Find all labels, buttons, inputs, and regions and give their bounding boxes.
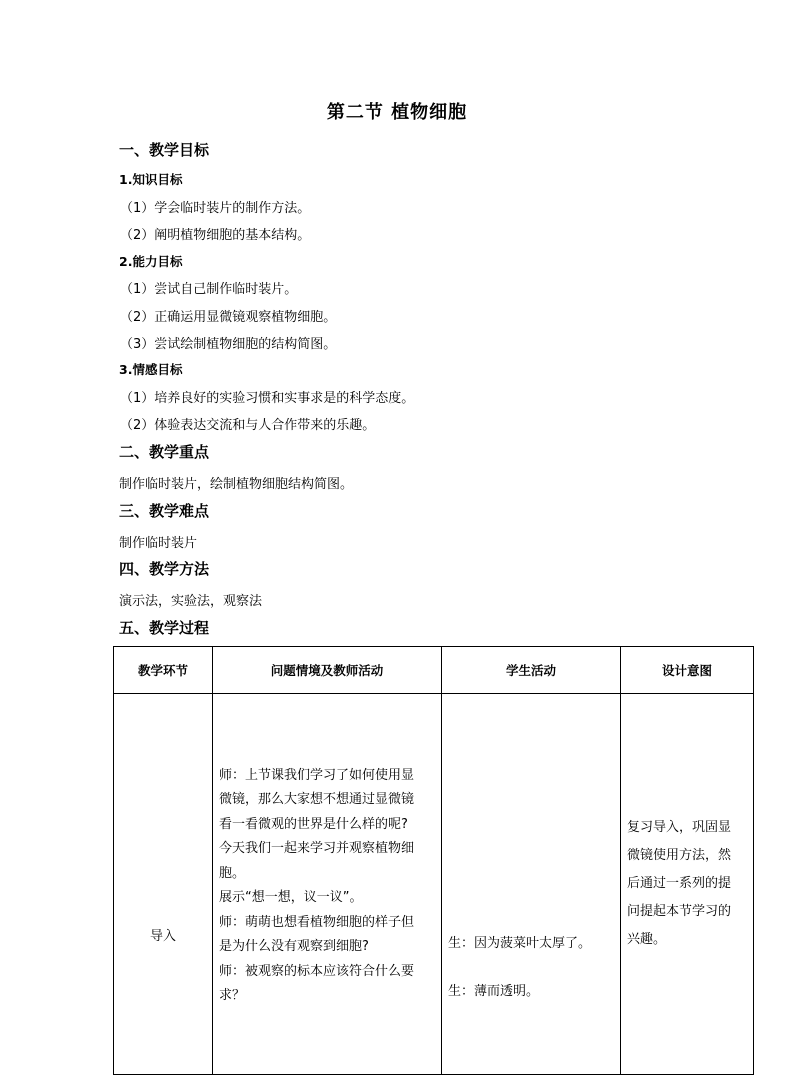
section-heading-key-points: 二、教学重点 bbox=[119, 443, 210, 461]
methods-text: 演示法，实验法，观察法 bbox=[119, 594, 263, 609]
section-heading-difficulties: 三、教学难点 bbox=[119, 502, 210, 520]
objective-item: （3）尝试绘制植物细胞的结构简图。 bbox=[120, 337, 337, 352]
teacher-line: 今天我们一起来学习并观察植物细 bbox=[219, 841, 415, 856]
subheading-knowledge: 1.知识目标 bbox=[119, 172, 183, 187]
intent-line: 复习导入，巩固显 bbox=[627, 820, 732, 835]
teacher-line: 师：被观察的标本应该符合什么要 bbox=[219, 963, 415, 979]
teaching-process-table bbox=[113, 646, 754, 1075]
objective-item: （2）正确运用显微镜观察植物细胞。 bbox=[120, 310, 337, 325]
subheading-ability: 2.能力目标 bbox=[119, 254, 183, 269]
teacher-line: 师：萌萌也想看植物细胞的样子但 bbox=[219, 914, 415, 930]
teacher-line: 求？ bbox=[219, 988, 246, 1003]
header-student-activity: 学生活动 bbox=[442, 647, 621, 694]
objective-item: （2）阐明植物细胞的基本结构。 bbox=[120, 228, 311, 243]
header-design-intent: 设计意图 bbox=[621, 647, 754, 694]
header-teacher-activity: 问题情境及教师活动 bbox=[213, 647, 442, 694]
page-title: 第二节 植物细胞 bbox=[326, 102, 468, 123]
subheading-emotion: 3.情感目标 bbox=[119, 362, 183, 377]
objective-item: （1）培养良好的实验习惯和实事求是的科学态度。 bbox=[120, 391, 415, 406]
objective-item: （2）体验表达交流和与人合作带来的乐趣。 bbox=[120, 418, 376, 433]
cell-design-intent bbox=[621, 694, 754, 1075]
section-heading-objectives: 一、教学目标 bbox=[119, 141, 210, 159]
objective-item: （1）尝试自己制作临时装片。 bbox=[120, 282, 298, 297]
intent-line: 问提起本节学习的 bbox=[627, 904, 732, 919]
teacher-line: 师：上节课我们学习了如何使用显 bbox=[219, 767, 415, 783]
cell-stage: 导入 bbox=[114, 694, 213, 1075]
difficulties-text: 制作临时装片 bbox=[119, 536, 198, 551]
table-header-row bbox=[114, 647, 754, 694]
objective-item: （1）学会临时装片的制作方法。 bbox=[120, 201, 311, 216]
teacher-line: 是为什么没有观察到细胞? bbox=[219, 939, 369, 954]
intent-line: 微镜使用方法，然 bbox=[627, 848, 732, 863]
table-row bbox=[114, 694, 754, 1075]
intent-line: 兴趣。 bbox=[627, 932, 667, 947]
teacher-line: 看一看微观的世界是什么样的呢? bbox=[219, 816, 408, 832]
key-points-text: 制作临时装片，绘制植物细胞结构简图。 bbox=[119, 477, 354, 492]
teacher-line: 胞。 bbox=[219, 865, 246, 881]
student-line: 生：薄而透明。 bbox=[448, 983, 540, 999]
cell-student-activity bbox=[442, 694, 621, 1075]
intent-line: 后通过一系列的提 bbox=[627, 876, 732, 891]
student-line: 生：因为菠菜叶太厚了。 bbox=[448, 935, 592, 951]
teacher-line: 微镜，那么大家想不想通过显微镜 bbox=[219, 792, 415, 807]
cell-teacher-activity bbox=[213, 694, 442, 1075]
header-stage: 教学环节 bbox=[114, 647, 213, 694]
section-heading-methods: 四、教学方法 bbox=[119, 560, 210, 578]
section-heading-process: 五、教学过程 bbox=[119, 619, 210, 637]
teacher-line: 展示“想一想，议一议”。 bbox=[219, 890, 363, 905]
